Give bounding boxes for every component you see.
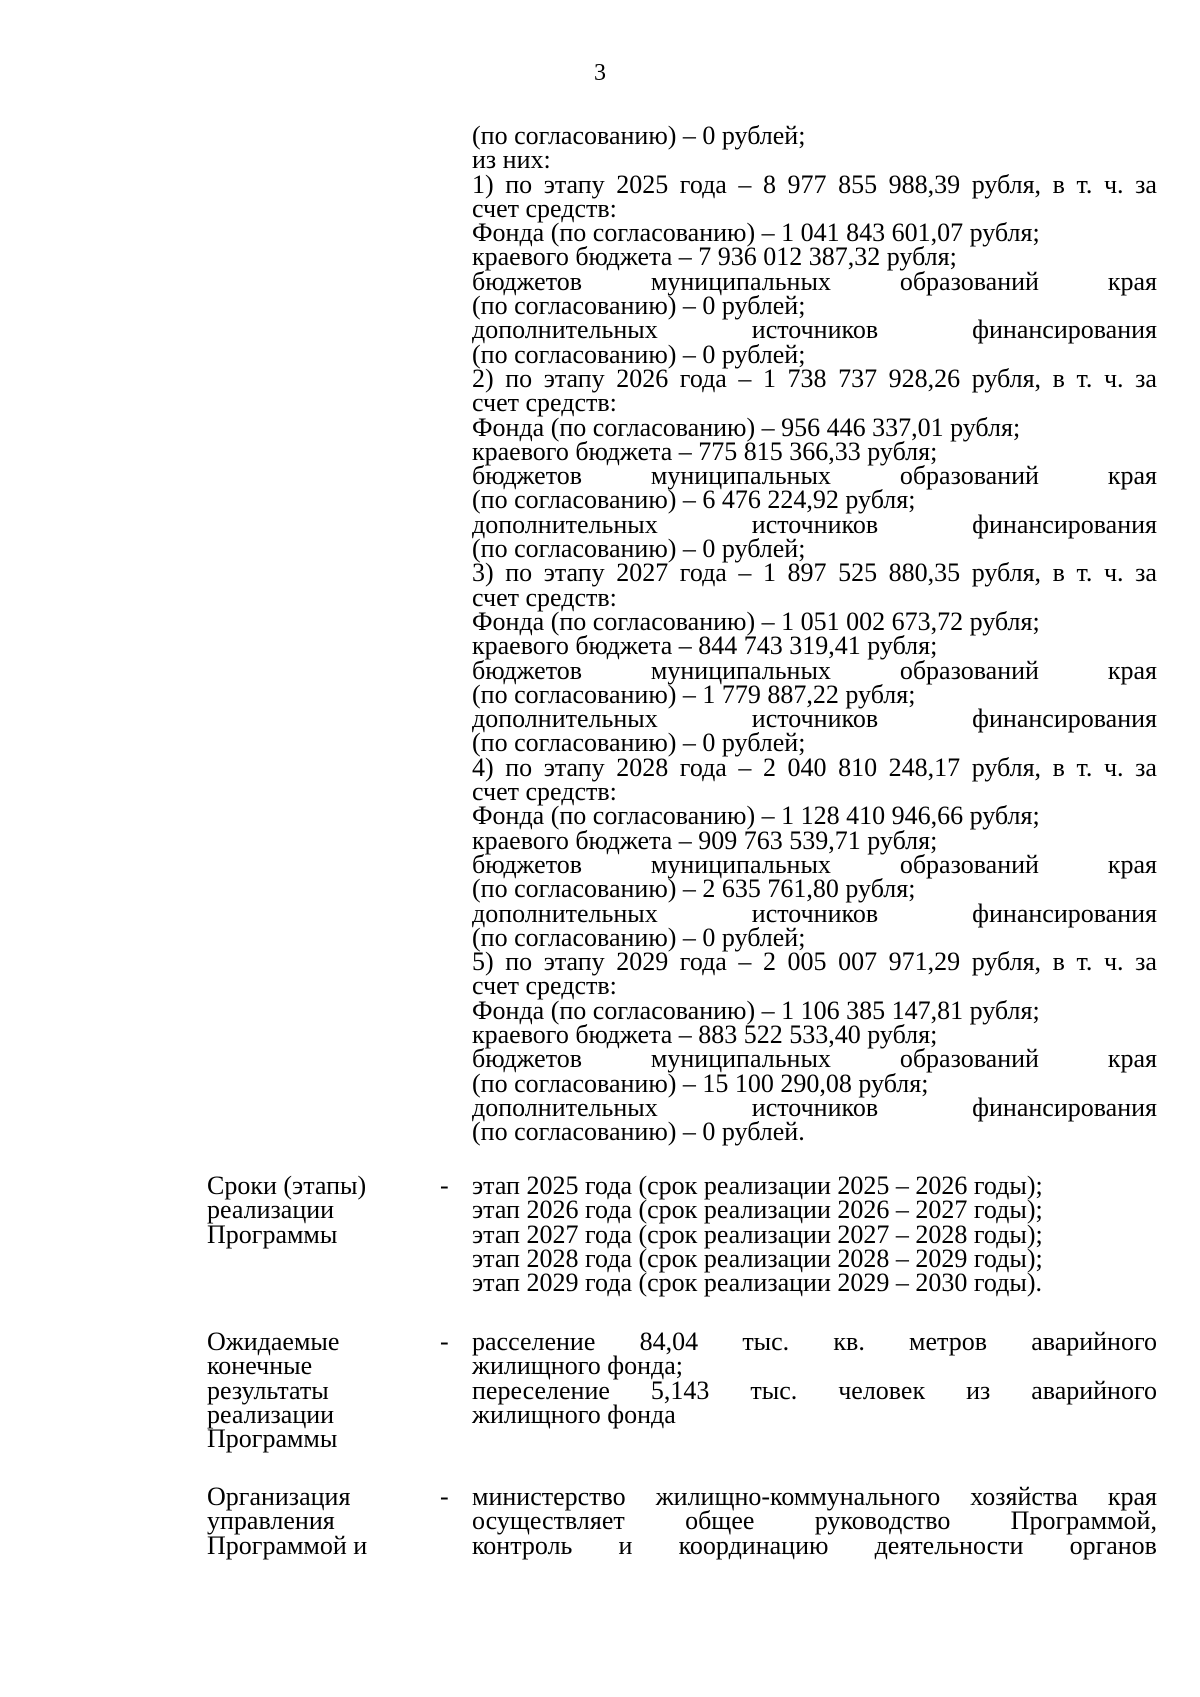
text-line: (по согласованию) – 0 рублей; xyxy=(472,534,806,564)
word: дополнительных xyxy=(472,509,658,539)
word: края xyxy=(1107,655,1157,685)
word: по xyxy=(505,363,533,393)
word: муниципальных xyxy=(650,266,831,296)
word: края xyxy=(1107,1044,1157,1074)
justified-text-line xyxy=(472,1506,1157,1536)
word: т. xyxy=(1076,947,1093,977)
text-line: результаты xyxy=(207,1375,329,1405)
text-line: счет средств: xyxy=(472,582,617,612)
text-line: Программой и xyxy=(207,1530,368,1560)
word: образований xyxy=(899,655,1039,685)
word: 977 xyxy=(787,169,827,199)
word: аварийного xyxy=(1031,1327,1157,1356)
word: 5,143 xyxy=(650,1375,710,1405)
text-line: (по согласованию) – 0 рублей; xyxy=(472,339,806,369)
text-line: Фонда (по согласованию) – 956 446 337,01 рубля; xyxy=(472,412,1021,442)
word: в xyxy=(1052,169,1065,199)
word: 2028 xyxy=(616,752,669,782)
text-line: управления xyxy=(207,1506,335,1536)
word: образований xyxy=(899,1044,1039,1074)
word: в xyxy=(1052,363,1065,393)
word: ч. xyxy=(1103,947,1124,977)
word: – xyxy=(738,947,752,977)
word: за xyxy=(1135,363,1157,393)
word: из xyxy=(966,1375,991,1405)
word: человек xyxy=(838,1375,926,1405)
text-line: счет средств: xyxy=(472,193,617,223)
word: органов xyxy=(1069,1530,1157,1560)
word: 2) xyxy=(472,363,494,393)
word: финансирования xyxy=(972,509,1157,539)
word: в xyxy=(1052,947,1065,977)
text-line: Фонда (по согласованию) – 1 041 843 601,07 рубля; xyxy=(472,218,1040,248)
text-line: краевого бюджета – 775 815 366,33 рубля; xyxy=(472,436,938,466)
text-line: Сроки (этапы) xyxy=(207,1171,367,1200)
word: 2026 xyxy=(616,363,669,393)
word: рубля, xyxy=(971,169,1042,199)
text-line: (по согласованию) – 1 779 887,22 рубля; xyxy=(472,679,916,709)
text-line: (по согласованию) – 0 рублей; xyxy=(472,291,806,321)
word: руководство xyxy=(814,1506,951,1536)
word: в xyxy=(1052,558,1065,588)
text-line: Фонда (по согласованию) – 1 051 002 673,72 рубля; xyxy=(472,606,1040,636)
timing-text xyxy=(472,1171,1157,1298)
word: 2 xyxy=(762,752,776,782)
word: – xyxy=(738,558,752,588)
organization-text xyxy=(472,1482,1157,1560)
word: 3) xyxy=(472,558,494,588)
word: дополнительных xyxy=(472,704,658,734)
word: рубля, xyxy=(971,947,1042,977)
word: бюджетов xyxy=(472,1044,583,1074)
word: 2025 xyxy=(616,169,669,199)
text-line: Фонда (по согласованию) – 1 106 385 147,81 рубля; xyxy=(472,995,1040,1025)
justified-text-line xyxy=(472,1044,1157,1074)
text-line: этап 2025 года (срок реализации 2025 – 2026 годы); xyxy=(472,1171,1043,1200)
word: ч. xyxy=(1103,558,1124,588)
word: контроль xyxy=(472,1530,573,1560)
word: 84,04 xyxy=(639,1327,699,1356)
word: бюджетов xyxy=(472,655,583,685)
text-line: счет средств: xyxy=(472,388,617,418)
word: 1 xyxy=(762,363,776,393)
text-line: Фонда (по согласованию) – 1 128 410 946,66 рубля; xyxy=(472,801,1040,831)
word: этапу xyxy=(543,169,605,199)
word: года xyxy=(679,363,727,393)
word: края xyxy=(1107,1482,1157,1511)
text-line: этап 2027 года (срок реализации 2027 – 2028 годы); xyxy=(472,1219,1043,1249)
word: ч. xyxy=(1103,169,1124,199)
word: этапу xyxy=(543,752,605,782)
word: координацию xyxy=(678,1530,829,1560)
text-line: Ожидаемые xyxy=(207,1327,340,1356)
text-line: (по согласованию) – 0 рублей; xyxy=(472,728,806,758)
word: года xyxy=(679,947,727,977)
word: метров xyxy=(909,1327,987,1356)
word: финансирования xyxy=(972,315,1157,345)
word: края xyxy=(1107,266,1157,296)
word: бюджетов xyxy=(472,461,583,491)
word: источников xyxy=(751,509,879,539)
word: дополнительных xyxy=(472,898,658,928)
word: – xyxy=(738,363,752,393)
word: источников xyxy=(751,1092,879,1122)
timing-dash: - xyxy=(440,1171,449,1200)
word: 040 xyxy=(787,752,827,782)
timing-label xyxy=(207,1171,407,1249)
word: этапу xyxy=(543,363,605,393)
text-line: (по согласованию) – 0 рублей. xyxy=(472,1117,805,1147)
text-line: жилищного фонда; xyxy=(472,1351,683,1381)
word: по xyxy=(505,169,533,199)
word: – xyxy=(738,169,752,199)
text-line: конечные xyxy=(207,1351,313,1381)
word: деятельности xyxy=(874,1530,1024,1560)
word: муниципальных xyxy=(650,849,831,879)
word: 880,35 xyxy=(888,558,961,588)
word: 988,39 xyxy=(888,169,961,199)
word: 8 xyxy=(762,169,776,199)
word: 525 xyxy=(838,558,878,588)
organization-label xyxy=(207,1482,407,1560)
word: 4) xyxy=(472,752,494,782)
word: рубля, xyxy=(971,752,1042,782)
word: года xyxy=(679,558,727,588)
word: 248,17 xyxy=(888,752,961,782)
word: т. xyxy=(1076,752,1093,782)
word: 971,29 xyxy=(888,947,961,977)
word: образований xyxy=(899,849,1039,879)
word: т. xyxy=(1076,169,1093,199)
word: муниципальных xyxy=(650,461,831,491)
text-line: Программы xyxy=(207,1219,338,1249)
justified-text-line xyxy=(472,558,1157,588)
word: т. xyxy=(1076,558,1093,588)
text-line: этап 2029 года (срок реализации 2029 – 2030 годы). xyxy=(472,1268,1043,1298)
organization-dash: - xyxy=(440,1482,449,1511)
word: рубля, xyxy=(971,558,1042,588)
word: 2027 xyxy=(616,558,669,588)
word: осуществляет xyxy=(472,1506,625,1536)
word: муниципальных xyxy=(650,1044,831,1074)
text-line: из них: xyxy=(472,145,551,175)
word: края xyxy=(1107,849,1157,879)
text-line: этап 2026 года (срок реализации 2026 – 2027 годы); xyxy=(472,1195,1043,1225)
word: дополнительных xyxy=(472,315,658,345)
text-line: краевого бюджета – 7 936 012 387,32 рубля; xyxy=(472,242,957,272)
word: ч. xyxy=(1103,752,1124,782)
word: края xyxy=(1107,461,1157,491)
results-label xyxy=(207,1327,407,1454)
text-line: Организация xyxy=(207,1482,351,1511)
word: 007 xyxy=(838,947,878,977)
word: в xyxy=(1052,752,1065,782)
word: этапу xyxy=(543,558,605,588)
text-line: жилищного фонда xyxy=(472,1399,676,1429)
word: 738 xyxy=(787,363,827,393)
word: расселение xyxy=(472,1327,596,1356)
text-line: счет средств: xyxy=(472,777,617,807)
word: за xyxy=(1135,752,1157,782)
text-line: реализации xyxy=(207,1399,335,1429)
text-line: краевого бюджета – 883 522 533,40 рубля; xyxy=(472,1019,938,1049)
word: жилищно-коммунального xyxy=(655,1482,941,1511)
text-line: краевого бюджета – 844 743 319,41 рубля; xyxy=(472,631,938,661)
word: бюджетов xyxy=(472,849,583,879)
word: по xyxy=(505,558,533,588)
text-line: (по согласованию) – 2 635 761,80 рубля; xyxy=(472,874,916,904)
word: 2 xyxy=(762,947,776,977)
word: 810 xyxy=(838,752,878,782)
word: за xyxy=(1135,558,1157,588)
funding-text xyxy=(472,121,1157,1147)
word: 928,26 xyxy=(888,363,961,393)
justified-text-line xyxy=(472,1530,1157,1560)
word: источников xyxy=(751,898,879,928)
word: источников xyxy=(751,704,879,734)
word: – xyxy=(738,752,752,782)
word: тыс. xyxy=(742,1327,790,1356)
text-line: реализации xyxy=(207,1195,335,1225)
word: года xyxy=(679,752,727,782)
word: кв. xyxy=(833,1327,865,1356)
word: аварийного xyxy=(1031,1375,1157,1405)
word: финансирования xyxy=(972,704,1157,734)
word: 005 xyxy=(787,947,827,977)
word: по xyxy=(505,752,533,782)
word: 855 xyxy=(838,169,878,199)
word: хозяйства xyxy=(970,1482,1078,1511)
word: т. xyxy=(1076,363,1093,393)
word: дополнительных xyxy=(472,1092,658,1122)
word: Программой, xyxy=(1010,1506,1157,1536)
word: рубля, xyxy=(971,363,1042,393)
word: 737 xyxy=(838,363,878,393)
text-line: этап 2028 года (срок реализации 2028 – 2029 годы); xyxy=(472,1243,1043,1273)
word: за xyxy=(1135,169,1157,199)
word: 5) xyxy=(472,947,494,977)
results-dash: - xyxy=(440,1327,449,1356)
word: года xyxy=(679,169,727,199)
word: и xyxy=(618,1530,633,1560)
word: муниципальных xyxy=(650,655,831,685)
text-line: (по согласованию) – 15 100 290,08 рубля; xyxy=(472,1068,929,1098)
word: финансирования xyxy=(972,898,1157,928)
word: образований xyxy=(899,266,1039,296)
page-number: 3 xyxy=(594,60,606,86)
word: общее xyxy=(685,1506,755,1536)
word: образований xyxy=(899,461,1039,491)
word: переселение xyxy=(472,1375,610,1405)
word: 2029 xyxy=(616,947,669,977)
word: 897 xyxy=(787,558,827,588)
word: ч. xyxy=(1103,363,1124,393)
text-line: счет средств: xyxy=(472,971,617,1001)
text-line: (по согласованию) – 0 рублей; xyxy=(472,922,806,952)
word: за xyxy=(1135,947,1157,977)
word: источников xyxy=(751,315,879,345)
word: по xyxy=(505,947,533,977)
text-line: (по согласованию) – 6 476 224,92 рубля; xyxy=(472,485,916,515)
text-line: (по согласованию) – 0 рублей; xyxy=(472,121,806,150)
word: финансирования xyxy=(972,1092,1157,1122)
word: тыс. xyxy=(750,1375,798,1405)
word: 1) xyxy=(472,169,494,199)
text-line: краевого бюджета – 909 763 539,71 рубля; xyxy=(472,825,938,855)
results-text xyxy=(472,1327,1157,1429)
word: этапу xyxy=(543,947,605,977)
word: 1 xyxy=(762,558,776,588)
text-line: Программы xyxy=(207,1424,338,1454)
word: министерство xyxy=(472,1482,626,1511)
word: бюджетов xyxy=(472,266,583,296)
